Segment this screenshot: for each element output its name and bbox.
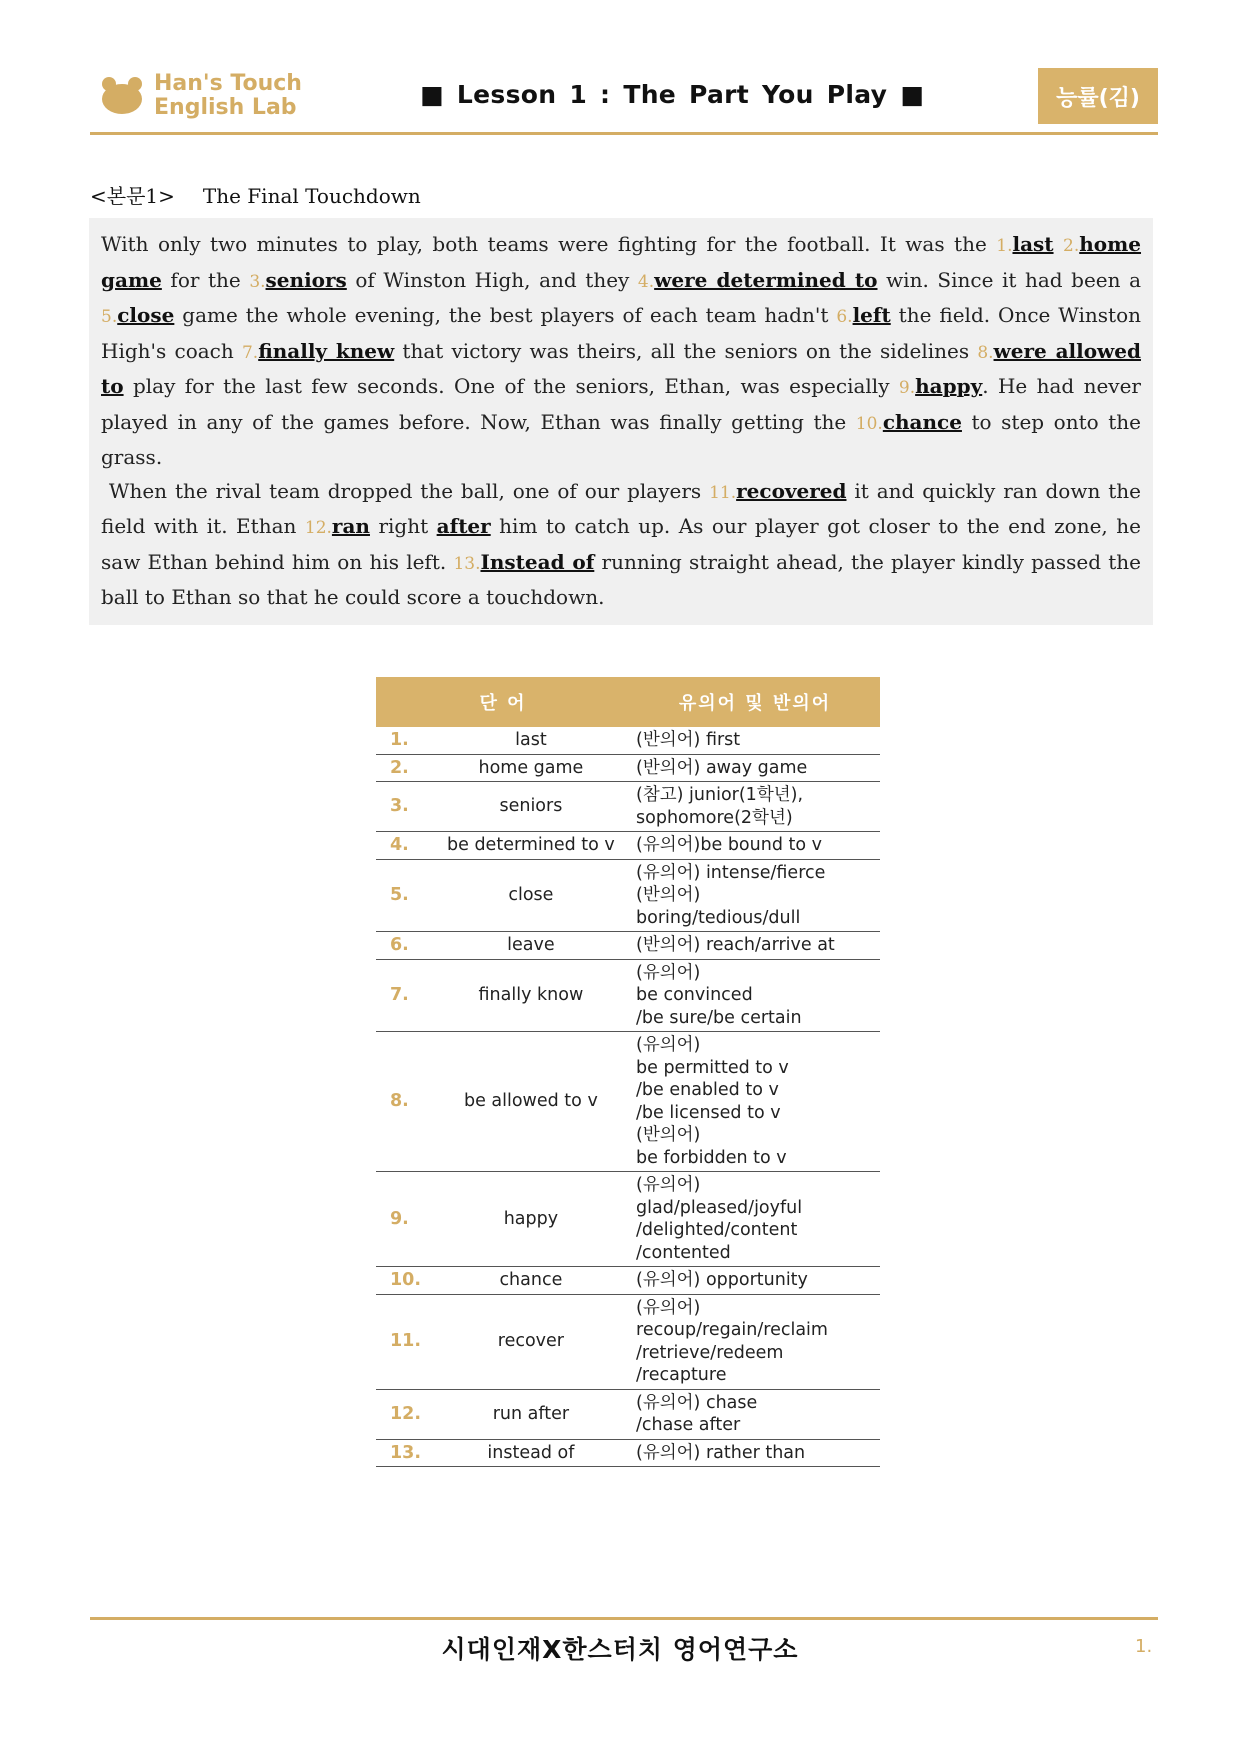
passage-text: him to catch up. As our player got closer to the end zone, he saw Ethan behind him on his left. [101, 514, 1141, 574]
passage-text: win. Since it had been a [877, 267, 1141, 292]
page-number: 1. [1135, 1636, 1153, 1657]
vocab-row [376, 859, 880, 932]
row-word: instead of [432, 1439, 630, 1467]
row-synonyms: (유의어) intense/fierce (반의어) boring/tedious/dull [630, 859, 880, 932]
blank-number: 6. [836, 307, 853, 327]
row-word: chance [432, 1267, 630, 1295]
passage-text: game the whole evening, the best players of each team hadn't [174, 303, 837, 327]
passage-text [1054, 232, 1063, 256]
passage-text: With only two minutes to play, both teams were fighting for the football. It was the [101, 232, 997, 256]
row-word: last [432, 727, 630, 754]
blank-number: 3. [249, 271, 266, 292]
vocab-header-row [376, 677, 880, 727]
footer-divider [90, 1617, 1158, 1620]
row-word: be determined to v [432, 832, 630, 860]
blank-number: 10. [855, 413, 883, 434]
row-number: 7. [376, 959, 432, 1032]
row-synonyms: (반의어) first [630, 727, 880, 754]
answer-word: Instead of [480, 549, 595, 574]
answer-word: finally knew [258, 338, 395, 363]
vocab-row [376, 1032, 880, 1172]
answer-word: ran [331, 514, 370, 538]
answer-word: last [1012, 232, 1054, 256]
logo-line1: Han's Touch [154, 71, 302, 96]
vocab-row [376, 932, 880, 960]
vocab-row [376, 832, 880, 860]
logo-line2: English Lab [154, 95, 297, 120]
row-word: leave [432, 932, 630, 960]
reading-passage [89, 218, 1153, 625]
row-number: 13. [376, 1439, 432, 1467]
row-synonyms: (유의어) glad/pleased/joyful /delighted/content /contented [630, 1172, 880, 1267]
row-word: happy [432, 1172, 630, 1267]
row-number: 9. [376, 1172, 432, 1267]
section-heading [90, 180, 421, 209]
passage-text: it and quickly ran down the field with it. Ethan [101, 478, 1141, 538]
vocab-row [376, 1389, 880, 1439]
blank-number: 13. [453, 553, 481, 574]
row-word: home game [432, 754, 630, 782]
blank-number: 11. [709, 482, 737, 503]
answer-word: home game [101, 232, 1142, 292]
row-number: 2. [376, 754, 432, 782]
answer-word: left [852, 303, 891, 327]
footer-text: 시대인재X한스터치 영어연구소 [441, 1635, 799, 1664]
header-synonym: 유의어 및 반의어 [630, 677, 880, 727]
row-synonyms: (유의어) be convinced /be sure/be certain [630, 959, 880, 1032]
passage-text: to step onto the grass. [101, 409, 1141, 469]
page-header [90, 66, 1158, 132]
row-number: 8. [376, 1032, 432, 1172]
passage-paragraph [101, 228, 1141, 475]
passage-text: of Winston High, and they [346, 267, 638, 292]
vocab-row [376, 1172, 880, 1267]
row-word: finally know [432, 959, 630, 1032]
blank-number: 4. [637, 271, 655, 292]
row-word: recover [432, 1294, 630, 1389]
vocab-row [376, 1267, 880, 1295]
row-synonyms: (참고) junior(1학년), sophomore(2학년) [630, 782, 880, 832]
vocab-table [376, 677, 880, 1467]
blank-number: 2. [1063, 236, 1080, 256]
answer-word: happy [915, 374, 983, 398]
row-word: be allowed to v [432, 1032, 630, 1172]
blank-number: 9. [898, 378, 916, 398]
row-synonyms: (반의어) reach/arrive at [630, 932, 880, 960]
vocab-row [376, 782, 880, 832]
passage-paragraph [101, 475, 1141, 615]
row-number: 10. [376, 1267, 432, 1295]
row-word: seniors [432, 782, 630, 832]
section-title: The Final Touchdown [202, 184, 421, 208]
answer-word: were determined to [654, 267, 878, 292]
row-synonyms: (유의어)be bound to v [630, 832, 880, 860]
vocab-row [376, 959, 880, 1032]
answer-word: were allowed to [101, 338, 1141, 398]
row-synonyms: (유의어) be permitted to v /be enabled to v /be licensed to v (반의어) be forbidden to v [630, 1032, 880, 1172]
passage-text: the field. Once Winston High's coach [101, 303, 1142, 363]
publisher-badge: 능률(김) [1038, 68, 1158, 124]
passage-text: that victory was theirs, all the seniors on the sidelines [394, 338, 978, 363]
blank-number: 8. [977, 342, 994, 363]
row-number: 3. [376, 782, 432, 832]
row-number: 5. [376, 859, 432, 932]
answer-word: seniors [265, 267, 347, 292]
row-synonyms: (유의어) recoup/regain/reclaim /retrieve/redeem /recapture [630, 1294, 880, 1389]
vocab-row [376, 727, 880, 754]
row-word: close [432, 859, 630, 932]
header-divider [90, 132, 1158, 135]
blank-number: 1. [996, 236, 1013, 256]
row-word: run after [432, 1389, 630, 1439]
row-number: 1. [376, 727, 432, 754]
row-synonyms: (반의어) away game [630, 754, 880, 782]
bear-logo-icon [100, 72, 144, 116]
passage-text: right [369, 514, 437, 538]
blank-number: 5. [101, 307, 118, 327]
answer-word: chance [882, 409, 962, 434]
blank-number: 12. [304, 518, 332, 538]
answer-word: after [436, 514, 491, 538]
row-synonyms: (유의어) rather than [630, 1439, 880, 1467]
passage-text: for the [161, 267, 250, 292]
header-word: 단 어 [376, 677, 630, 727]
row-number: 11. [376, 1294, 432, 1389]
row-synonyms: (유의어) opportunity [630, 1267, 880, 1295]
passage-text: running straight ahead, the player kindly passed the ball to Ethan so that he could score a touchdown. [101, 549, 1142, 609]
logo-text [154, 72, 302, 120]
lesson-title: ■ Lesson 1 : The Part You Play ■ [420, 80, 925, 109]
answer-word: recovered [736, 478, 847, 503]
passage-text: When the rival team dropped the ball, one of our players [101, 478, 710, 503]
row-number: 6. [376, 932, 432, 960]
passage-text: . He had never played in any of the games before. Now, Ethan was finally getting the [101, 374, 1141, 434]
answer-word: close [117, 303, 175, 327]
blank-number: 7. [241, 342, 259, 363]
vocab-row [376, 754, 880, 782]
passage-text: play for the last few seconds. One of the seniors, Ethan, was especially [123, 374, 899, 398]
row-number: 4. [376, 832, 432, 860]
row-synonyms: (유의어) chase /chase after [630, 1389, 880, 1439]
vocab-row [376, 1294, 880, 1389]
section-label: <본문1> [90, 184, 175, 208]
row-number: 12. [376, 1389, 432, 1439]
vocab-row [376, 1439, 880, 1467]
